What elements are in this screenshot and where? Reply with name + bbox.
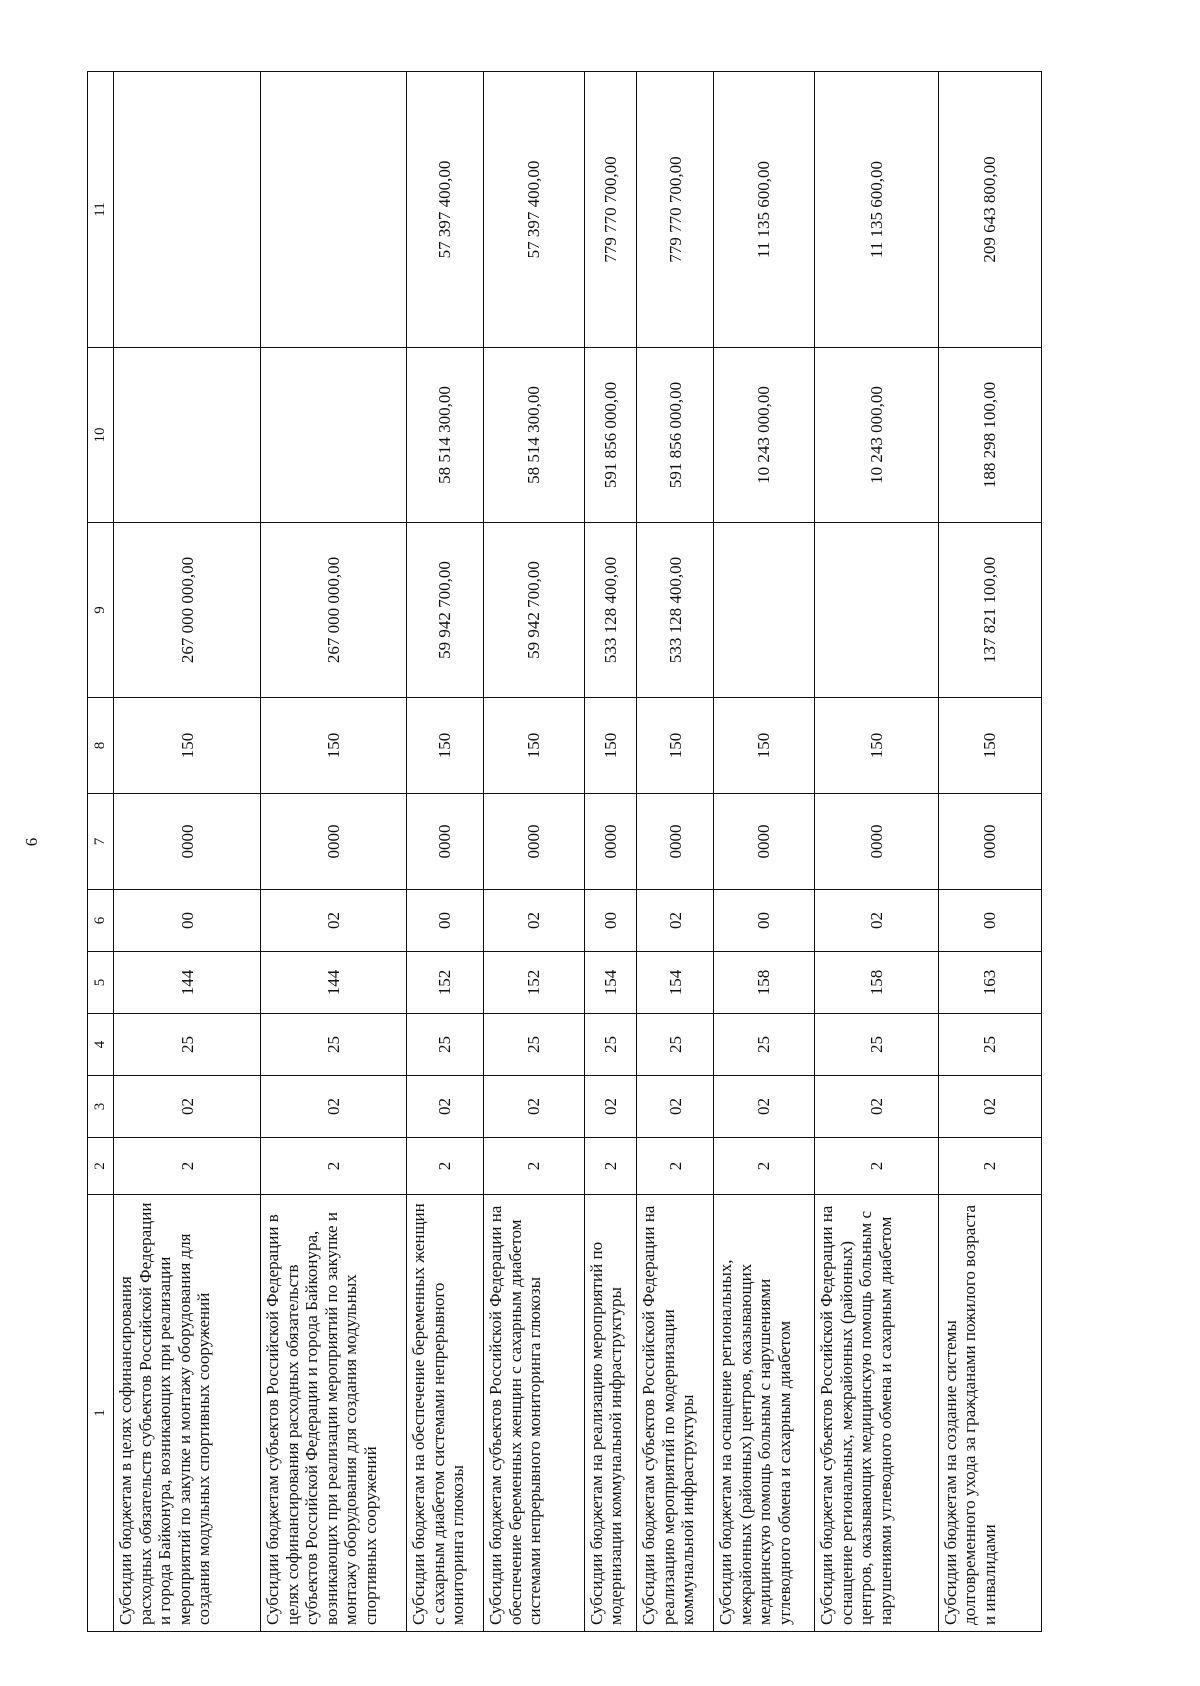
code-cell: 0000: [114, 794, 261, 890]
amount-cell: [261, 72, 407, 348]
code-cell: 150: [584, 698, 637, 794]
column-number: 11: [88, 72, 114, 348]
amount-cell: 58 514 300,00: [407, 348, 484, 523]
code-cell: 2: [261, 1138, 407, 1195]
table-row: [407, 72, 484, 1632]
column-number-row: [88, 72, 114, 1632]
code-cell: 150: [714, 698, 815, 794]
code-cell: 25: [114, 1014, 261, 1076]
code-cell: 0000: [637, 794, 714, 890]
budget-table: [87, 71, 1042, 1632]
code-cell: 2: [637, 1138, 714, 1195]
table-row: [484, 72, 585, 1632]
code-cell: 02: [815, 890, 939, 952]
amount-cell: 779 770 700,00: [584, 72, 637, 348]
amount-cell: 59 942 700,00: [407, 523, 484, 698]
row-name: Субсидии бюджетам в целях софинансирования расходных обязательств субъектов Российской Федерации и города Байконура, возникающих при реализации мероприятий по закупке и монтажу оборудования для создания модульных спортивных сооружений: [114, 1195, 261, 1632]
page-number: 6: [22, 837, 41, 847]
code-cell: 00: [114, 890, 261, 952]
code-cell: 150: [407, 698, 484, 794]
code-cell: 0000: [714, 794, 815, 890]
code-cell: 02: [815, 1076, 939, 1138]
amount-cell: 267 000 000,00: [261, 523, 407, 698]
column-number: 2: [88, 1138, 114, 1195]
code-cell: 00: [714, 890, 815, 952]
code-cell: 150: [637, 698, 714, 794]
row-name: Субсидии бюджетам на оснащение региональных, межрайонных (районных) центров, оказывающих медицинскую помощь больным с нарушениями углеводного обмена и сахарным диабетом: [714, 1195, 815, 1632]
column-number: 7: [88, 794, 114, 890]
code-cell: 158: [714, 952, 815, 1014]
row-name: Субсидии бюджетам субъектов Российской Федерации на реализацию мероприятий по модернизации коммунальной инфраструктуры: [637, 1195, 714, 1632]
code-cell: 25: [815, 1014, 939, 1076]
code-cell: 2: [484, 1138, 585, 1195]
amount-cell: 591 856 000,00: [637, 348, 714, 523]
row-name: Субсидии бюджетам на реализацию мероприятий по модернизации коммунальной инфраструктуры: [584, 1195, 637, 1632]
row-name: Субсидии бюджетам субъектов Российской Федерации на оснащение региональных, межрайонных (районных) центров, оказывающих медицинскую помощь больным с нарушениями углеводного обмена и сахарным диабетом: [815, 1195, 939, 1632]
code-cell: 152: [484, 952, 585, 1014]
amount-cell: [714, 523, 815, 698]
code-cell: 25: [261, 1014, 407, 1076]
amount-cell: [261, 348, 407, 523]
code-cell: 25: [584, 1014, 637, 1076]
code-cell: 0000: [261, 794, 407, 890]
code-cell: 02: [407, 1076, 484, 1138]
code-cell: 02: [261, 890, 407, 952]
column-number: 1: [88, 1195, 114, 1632]
row-name: Субсидии бюджетам субъектов Российской Федерации на обеспечение беременных женщин с сахарным диабетом системами непрерывного мониторинга глюкозы: [484, 1195, 585, 1632]
amount-cell: 533 128 400,00: [584, 523, 637, 698]
code-cell: 0000: [938, 794, 1041, 890]
code-cell: 158: [815, 952, 939, 1014]
column-number: 3: [88, 1076, 114, 1138]
column-number: 10: [88, 348, 114, 523]
code-cell: 144: [114, 952, 261, 1014]
code-cell: 25: [407, 1014, 484, 1076]
row-name: Субсидии бюджетам субъектов Российской Федерации в целях софинансирования расходных обязательств субъектов Российской Федерации и города Байконура, возникающих при реализации мероприятий по закупке и монтажу оборудования для создания модульных спортивных сооружений: [261, 1195, 407, 1632]
code-cell: 2: [815, 1138, 939, 1195]
amount-cell: 209 643 800,00: [938, 72, 1041, 348]
column-number: 6: [88, 890, 114, 952]
amount-cell: 10 243 000,00: [714, 348, 815, 523]
column-number: 8: [88, 698, 114, 794]
amount-cell: 11 135 600,00: [815, 72, 939, 348]
code-cell: 02: [484, 890, 585, 952]
code-cell: 02: [938, 1076, 1041, 1138]
code-cell: 0000: [484, 794, 585, 890]
amount-cell: [114, 348, 261, 523]
code-cell: 02: [261, 1076, 407, 1138]
table-row: [938, 72, 1041, 1632]
table-row: [714, 72, 815, 1632]
amount-cell: 57 397 400,00: [484, 72, 585, 348]
amount-cell: 137 821 100,00: [938, 523, 1041, 698]
code-cell: 0000: [584, 794, 637, 890]
code-cell: 25: [938, 1014, 1041, 1076]
code-cell: 02: [637, 1076, 714, 1138]
column-number: 9: [88, 523, 114, 698]
code-cell: 25: [714, 1014, 815, 1076]
code-cell: 0000: [815, 794, 939, 890]
amount-cell: 10 243 000,00: [815, 348, 939, 523]
code-cell: 150: [815, 698, 939, 794]
code-cell: 0000: [407, 794, 484, 890]
code-cell: 150: [938, 698, 1041, 794]
code-cell: 02: [714, 1076, 815, 1138]
amount-cell: 779 770 700,00: [637, 72, 714, 348]
amount-cell: 267 000 000,00: [114, 523, 261, 698]
amount-cell: [815, 523, 939, 698]
code-cell: 150: [114, 698, 261, 794]
code-cell: 02: [584, 1076, 637, 1138]
code-cell: 02: [637, 890, 714, 952]
amount-cell: 11 135 600,00: [714, 72, 815, 348]
table-row: [815, 72, 939, 1632]
code-cell: 2: [407, 1138, 484, 1195]
code-cell: 2: [938, 1138, 1041, 1195]
code-cell: 02: [114, 1076, 261, 1138]
code-cell: 00: [938, 890, 1041, 952]
code-cell: 25: [484, 1014, 585, 1076]
code-cell: 2: [714, 1138, 815, 1195]
code-cell: 152: [407, 952, 484, 1014]
code-cell: 2: [114, 1138, 261, 1195]
column-number: 4: [88, 1014, 114, 1076]
table-row: [114, 72, 261, 1632]
amount-cell: 188 298 100,00: [938, 348, 1041, 523]
amount-cell: 591 856 000,00: [584, 348, 637, 523]
code-cell: 154: [584, 952, 637, 1014]
code-cell: 144: [261, 952, 407, 1014]
amount-cell: 533 128 400,00: [637, 523, 714, 698]
table-row: [261, 72, 407, 1632]
table-row: [584, 72, 637, 1632]
code-cell: 163: [938, 952, 1041, 1014]
column-number: 5: [88, 952, 114, 1014]
code-cell: 150: [484, 698, 585, 794]
code-cell: 150: [261, 698, 407, 794]
row-name: Субсидии бюджетам на создание системы долговременного ухода за гражданами пожилого возраста и инвалидами: [938, 1195, 1041, 1632]
rotated-table-wrapper: [87, 72, 1042, 1632]
amount-cell: 57 397 400,00: [407, 72, 484, 348]
code-cell: 00: [407, 890, 484, 952]
code-cell: 154: [637, 952, 714, 1014]
code-cell: 02: [484, 1076, 585, 1138]
amount-cell: 58 514 300,00: [484, 348, 585, 523]
amount-cell: 59 942 700,00: [484, 523, 585, 698]
row-name: Субсидии бюджетам на обеспечение беременных женщин с сахарным диабетом системами непрерывного мониторинга глюкозы: [407, 1195, 484, 1632]
table-row: [637, 72, 714, 1632]
amount-cell: [114, 72, 261, 348]
code-cell: 2: [584, 1138, 637, 1195]
code-cell: 25: [637, 1014, 714, 1076]
code-cell: 00: [584, 890, 637, 952]
